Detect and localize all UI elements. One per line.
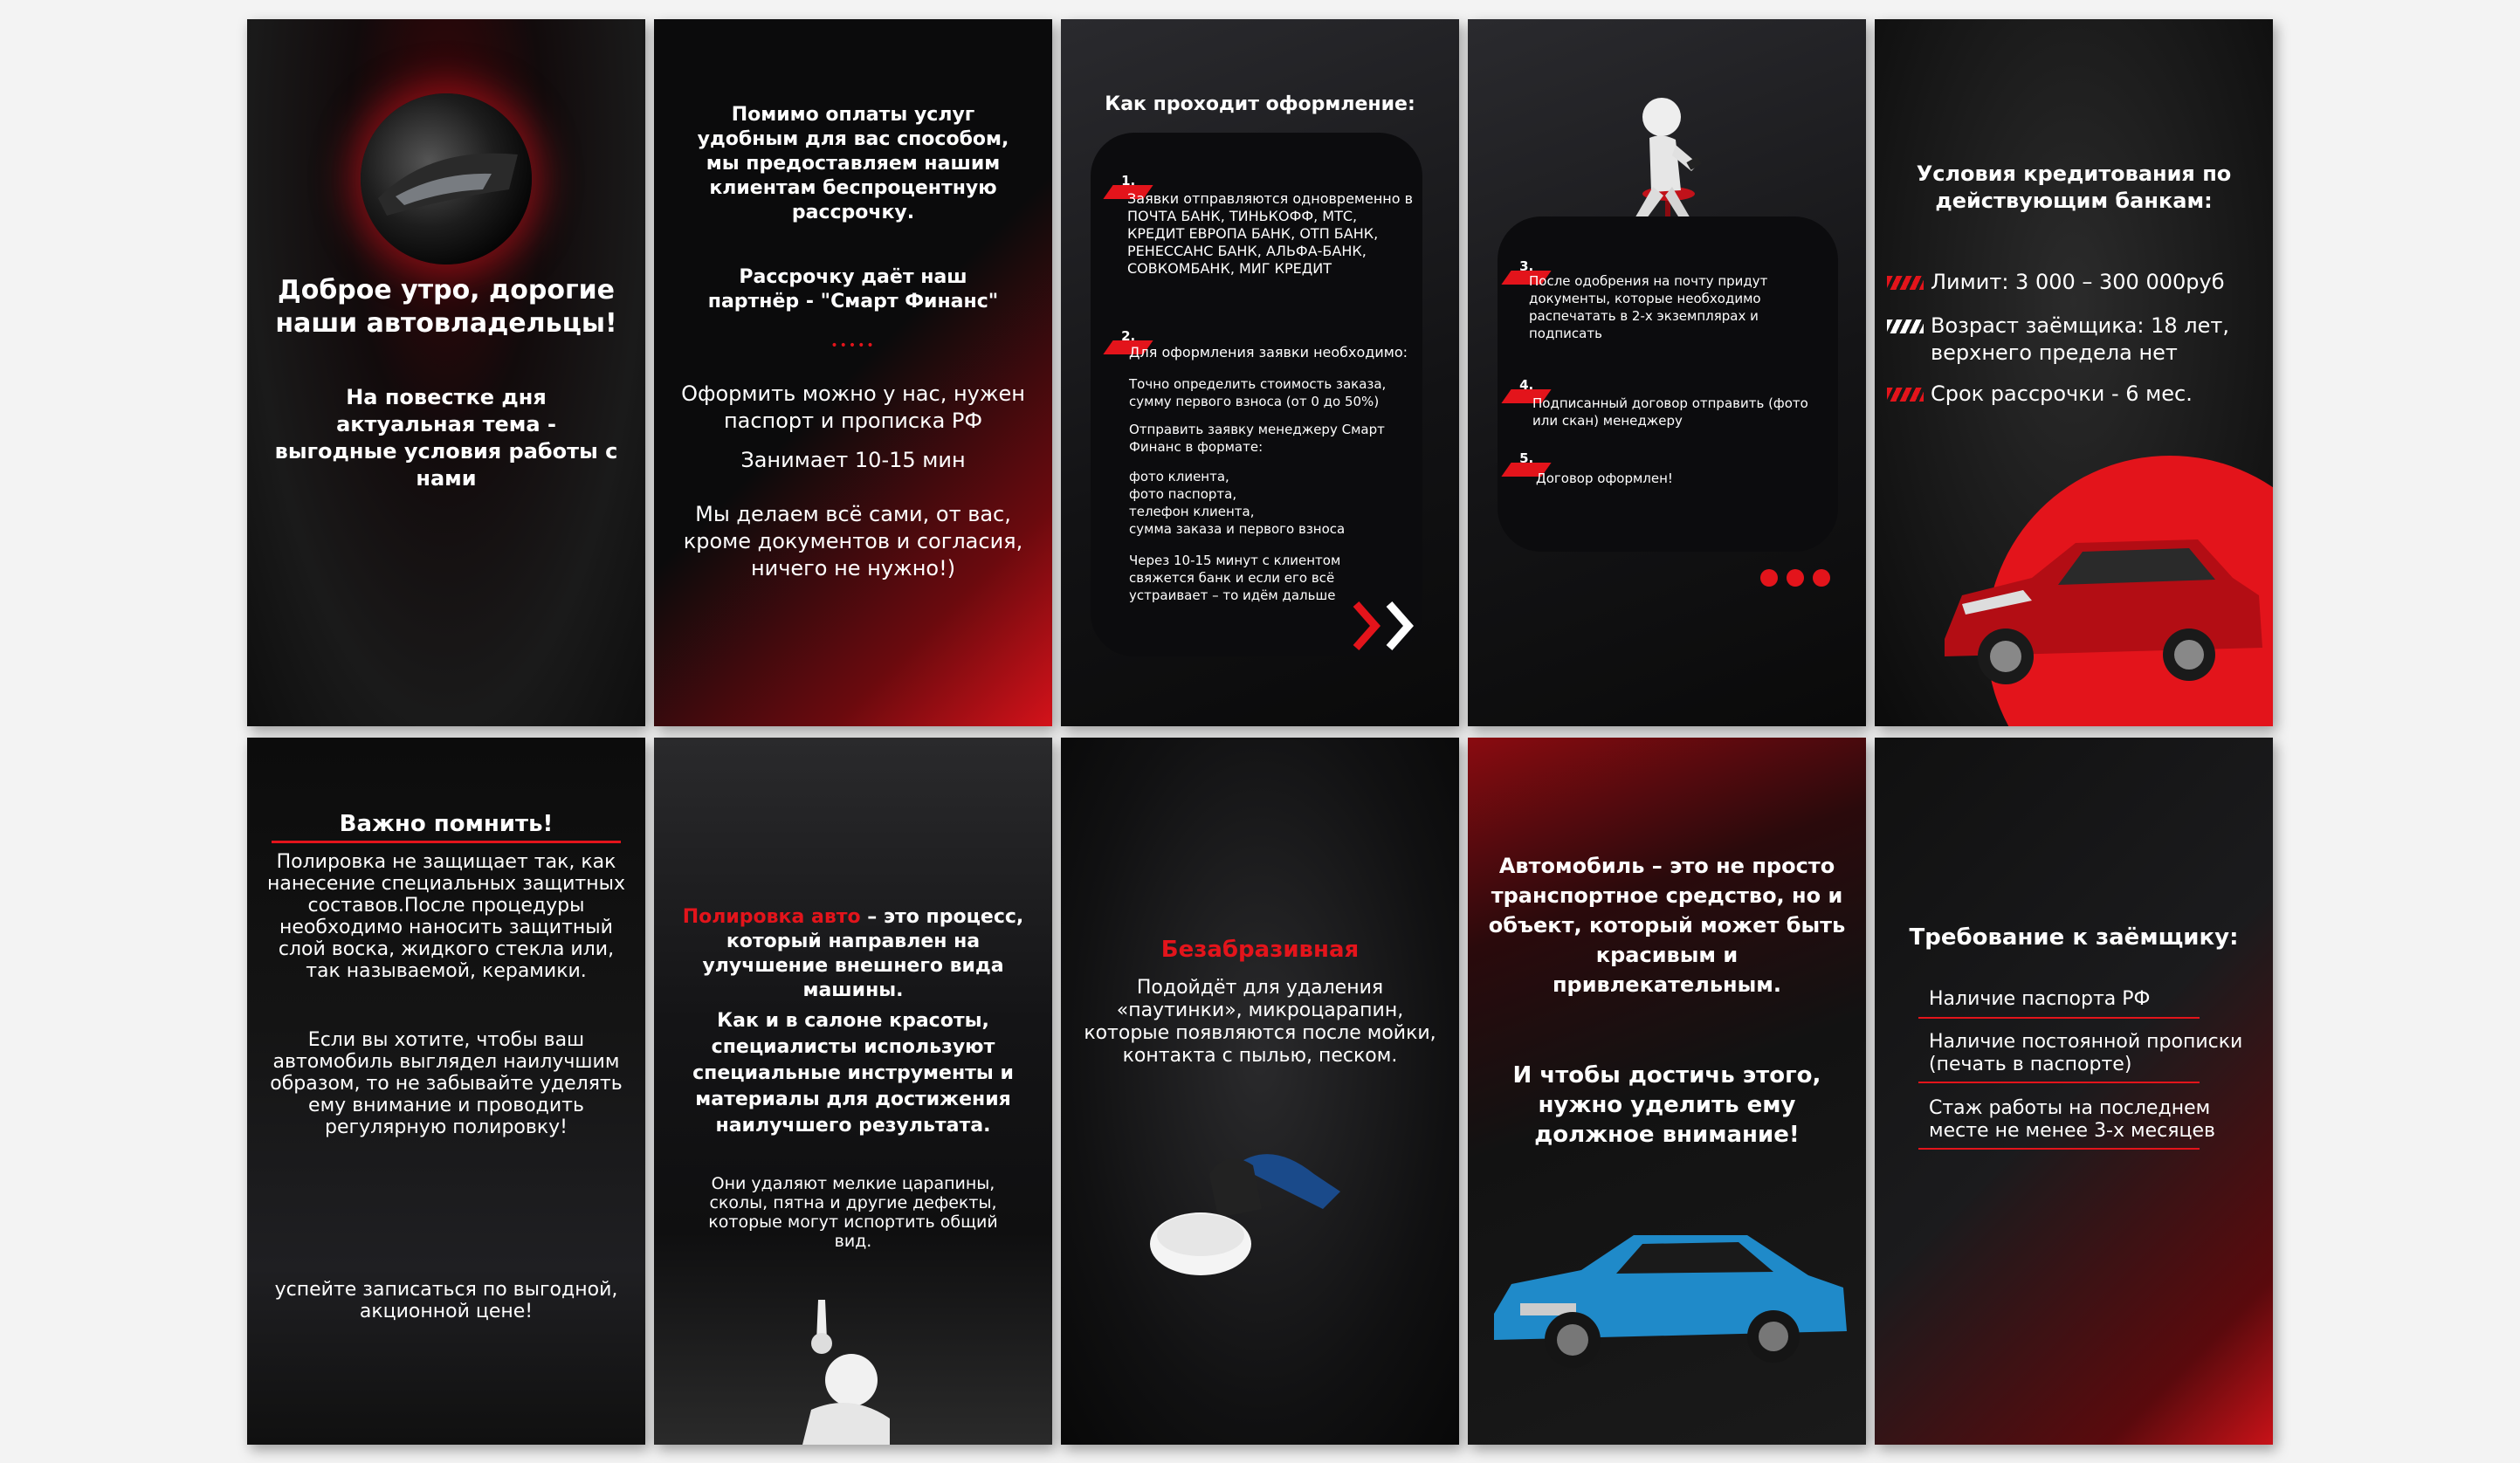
- step-2-tag: 2.: [1103, 340, 1153, 354]
- greeting-title: Доброе утро, дорогие наши автовладельцы!: [275, 275, 617, 339]
- next-arrows-icon[interactable]: [1349, 599, 1436, 653]
- slide-attention: [1468, 738, 1866, 1445]
- stripe-icon: [1887, 319, 1924, 333]
- attention-p1: Автомобиль – это не просто транспортное средство, но и объект, который может быть красивым и привлекательным.: [1488, 854, 1846, 997]
- process-title: Как проходит оформление:: [1105, 93, 1415, 115]
- installment-requirements: Оформить можно у нас, нужен паспорт и прописка РФ: [681, 381, 1025, 433]
- requirements-title: Требование к заёмщику:: [1909, 924, 2239, 951]
- polishing-defects: Они удаляют мелкие царапины, сколы, пятна и другие дефекты, которые могут испортить общий вид.: [708, 1174, 998, 1251]
- step-1-tag: 1.: [1103, 185, 1153, 199]
- non-abrasive-title: Безабразивная: [1160, 937, 1360, 963]
- credit-item-3: Срок рассрочки - 6 мес.: [1887, 381, 2262, 408]
- important-p1: Полировка не защищает так, как нанесение специальных защитных составов.После процедуры необходимо наносить защитный слой воска, жидкого стекла или, так называемой, керамики.: [267, 851, 625, 982]
- step-2-c: фото клиента, фото паспорта, телефон клиента, сумма заказа и первого взноса: [1129, 469, 1346, 537]
- important-cta: успейте записаться по выгодной, акционной цене!: [274, 1279, 618, 1322]
- greeting-text: На повестке дня актуальная тема - выгодные условия работы с нами: [274, 385, 618, 491]
- requirement-3: Стаж работы на последнем месте не менее 3-х месяцев: [1929, 1097, 2215, 1142]
- car-headlight-image: [361, 93, 532, 264]
- polisher-machine-icon: [1140, 1130, 1349, 1288]
- step-3-tag: 3.: [1501, 271, 1551, 285]
- requirement-1-underline: [1918, 1017, 2200, 1019]
- slide-process-1: [1061, 19, 1459, 726]
- step-2-d: Через 10-15 минут с клиентом свяжется банк и если его всё устраивает – то идём дальше: [1129, 553, 1341, 603]
- process-panel-2: [1498, 216, 1838, 552]
- installment-divider: •••••: [830, 339, 876, 353]
- installment-time: Занимает 10-15 мин: [740, 448, 966, 472]
- credit-title: Условия кредитования по действующим банкам:: [1916, 161, 2232, 213]
- pagination-dots: [1756, 569, 1835, 590]
- dot: [1813, 569, 1830, 587]
- important-p2: Если вы хотите, чтобы ваш автомобиль выглядел наилучшим образом, то не забывайте уделять ему внимание и проводить регулярную полировку!: [270, 1029, 623, 1138]
- slide-greeting: [247, 19, 645, 726]
- stripe-icon: [1887, 276, 1924, 290]
- requirement-2-underline: [1918, 1082, 2200, 1083]
- slide-borrower-requirements: [1875, 738, 2273, 1445]
- red-suv-image: [1927, 517, 2268, 700]
- step-2-b: Отправить заявку менеджеру Смарт Финанс в формате:: [1129, 422, 1385, 455]
- installment-note: Мы делаем всё сами, от вас, кроме документов и согласия, ничего не нужно!): [683, 502, 1023, 580]
- step-5-text: Договор оформлен!: [1536, 470, 1673, 486]
- requirement-2: Наличие постоянной прописки (печать в паспорте): [1929, 1031, 2243, 1075]
- slide-non-abrasive: [1061, 738, 1459, 1445]
- pointing-figure-icon: [768, 1296, 890, 1445]
- title-underline: [272, 841, 621, 843]
- slide-polishing: [654, 738, 1052, 1445]
- installment-partner: Рассрочку даёт наш партнёр - "Смарт Финанс": [707, 266, 999, 313]
- slide-important: [247, 738, 645, 1445]
- step-4-text: Подписанный договор отправить (фото или скан) менеджеру: [1532, 395, 1808, 429]
- attention-p2: И чтобы достичь этого, нужно уделить ему должное внимание!: [1512, 1062, 1821, 1148]
- requirement-3-underline: [1918, 1148, 2200, 1150]
- dot: [1760, 569, 1778, 587]
- important-title: Важно помнить!: [339, 811, 554, 837]
- stripe-icon: [1887, 388, 1924, 402]
- non-abrasive-text: Подойдёт для удаления «паутинки», микроцарапин, которые появляются после мойки, контакта с пылью, песком.: [1084, 977, 1436, 1067]
- credit-item-2: Возраст заёмщика: 18 лет, верхнего предела нет: [1887, 313, 2262, 367]
- step-1-text: Заявки отправляются одновременно в ПОЧТА БАНК, ТИНЬКОФФ, МТС, КРЕДИТ ЕВРОПА БАНК, ОТП БАНК, РЕНЕССАНС БАНК, АЛЬФА-БАНК, СОВКОМБАНК, МИГ КРЕДИТ: [1127, 190, 1414, 277]
- requirement-1: Наличие паспорта РФ: [1929, 988, 2151, 1010]
- slide-process-2: [1468, 19, 1866, 726]
- slide-credit-conditions: [1875, 19, 2273, 726]
- credit-item-1: Лимит: 3 000 – 300 000руб: [1887, 269, 2262, 296]
- polishing-lead: Полировка авто – это процесс, который направлен на улучшение внешнего вида машины.: [682, 906, 1024, 1001]
- installment-intro: Помимо оплаты услуг удобным для вас способом, мы предоставляем нашим клиентам беспроцентную рассрочку.: [697, 104, 1009, 223]
- step-5-tag: 5.: [1501, 463, 1551, 477]
- step-3-text: После одобрения на почту придут документы, которые необходимо распечатать в 2-х экземплярах и подписать: [1529, 273, 1768, 341]
- polishing-beauty: Как и в салоне красоты, специалисты используют специальные инструменты и материалы для достижения наилучшего результата.: [692, 1010, 1014, 1137]
- step-4-tag: 4.: [1501, 389, 1551, 403]
- slide-installment: [654, 19, 1052, 726]
- dot: [1787, 569, 1804, 587]
- step-2-a: Точно определить стоимость заказа, сумму первого взноса (от 0 до 50%): [1129, 376, 1387, 409]
- blue-coupe-image: [1485, 1200, 1852, 1384]
- step-2-head: Для оформления заявки необходимо:: [1129, 344, 1408, 361]
